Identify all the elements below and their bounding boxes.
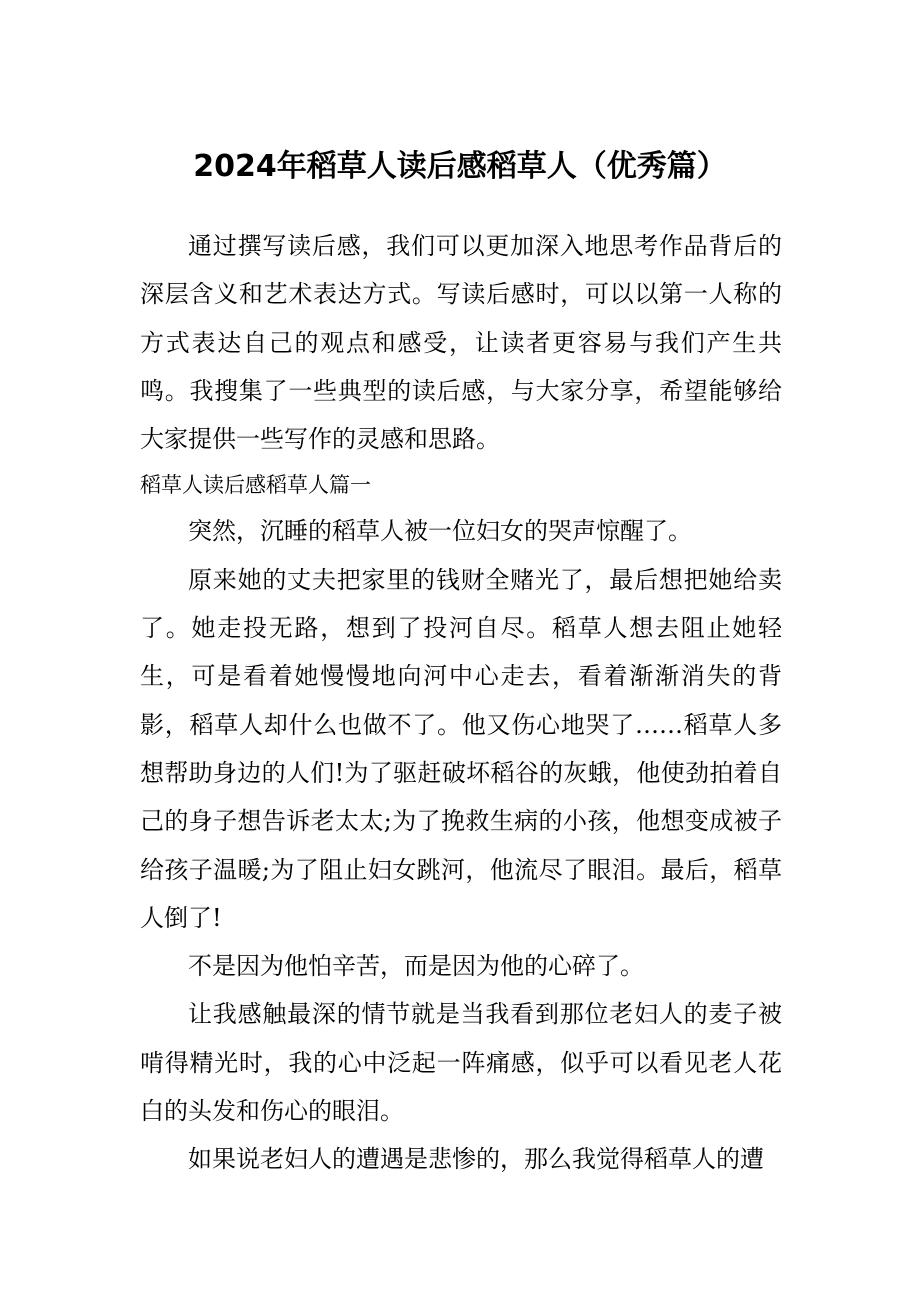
intro-paragraph: 通过撰写读后感，我们可以更加深入地思考作品背后的深层含义和艺术表达方式。写读后感时，可以以第一人称的方式表达自己的观点和感受，让读者更容易与我们产生共鸣。我搜集了一些典型的读后感，与大家分享，希望能够给大家提供一些写作的灵感和思路。 — [140, 232, 782, 454]
body-paragraph-2: 原来她的丈夫把家里的钱财全赌光了，最后想把她给卖了。她走投无路，想到了投河自尽。稻草人想去阻止她轻生，可是看着她慢慢地向河中心走去，看着渐渐消失的背影，稻草人却什么也做不了。他又伤心地哭了……稻草人多想帮助身边的人们!为了驱赶破坏稻谷的灰蛾，他使劲拍着自己的身子想告诉老太太;为了挽救生病的小孩，他想变成被子给孩子温暖;为了阻止妇女跳河，他流尽了眼泪。最后，稻草人倒了! — [140, 565, 782, 932]
document-title: 2024年稻草人读后感稻草人（优秀篇） — [193, 149, 727, 184]
body-paragraph-3: 不是因为他怕辛苦，而是因为他的心碎了。 — [188, 952, 644, 981]
body-paragraph-4: 让我感触最深的情节就是当我看到那位老妇人的麦子被啃得精光时，我的心中泛起一阵痛感，似乎可以看见老人花白的头发和伤心的眼泪。 — [140, 1000, 782, 1126]
body-paragraph-5: 如果说老妇人的遭遇是悲惨的，那么我觉得稻草人的遭 — [188, 1145, 764, 1174]
document-body — [140, 222, 782, 1184]
body-paragraph-1: 突然，沉睡的稻草人被一位妇女的哭声惊醒了。 — [188, 517, 692, 546]
section-heading: 稻草人读后感稻草人篇一 — [140, 473, 371, 498]
